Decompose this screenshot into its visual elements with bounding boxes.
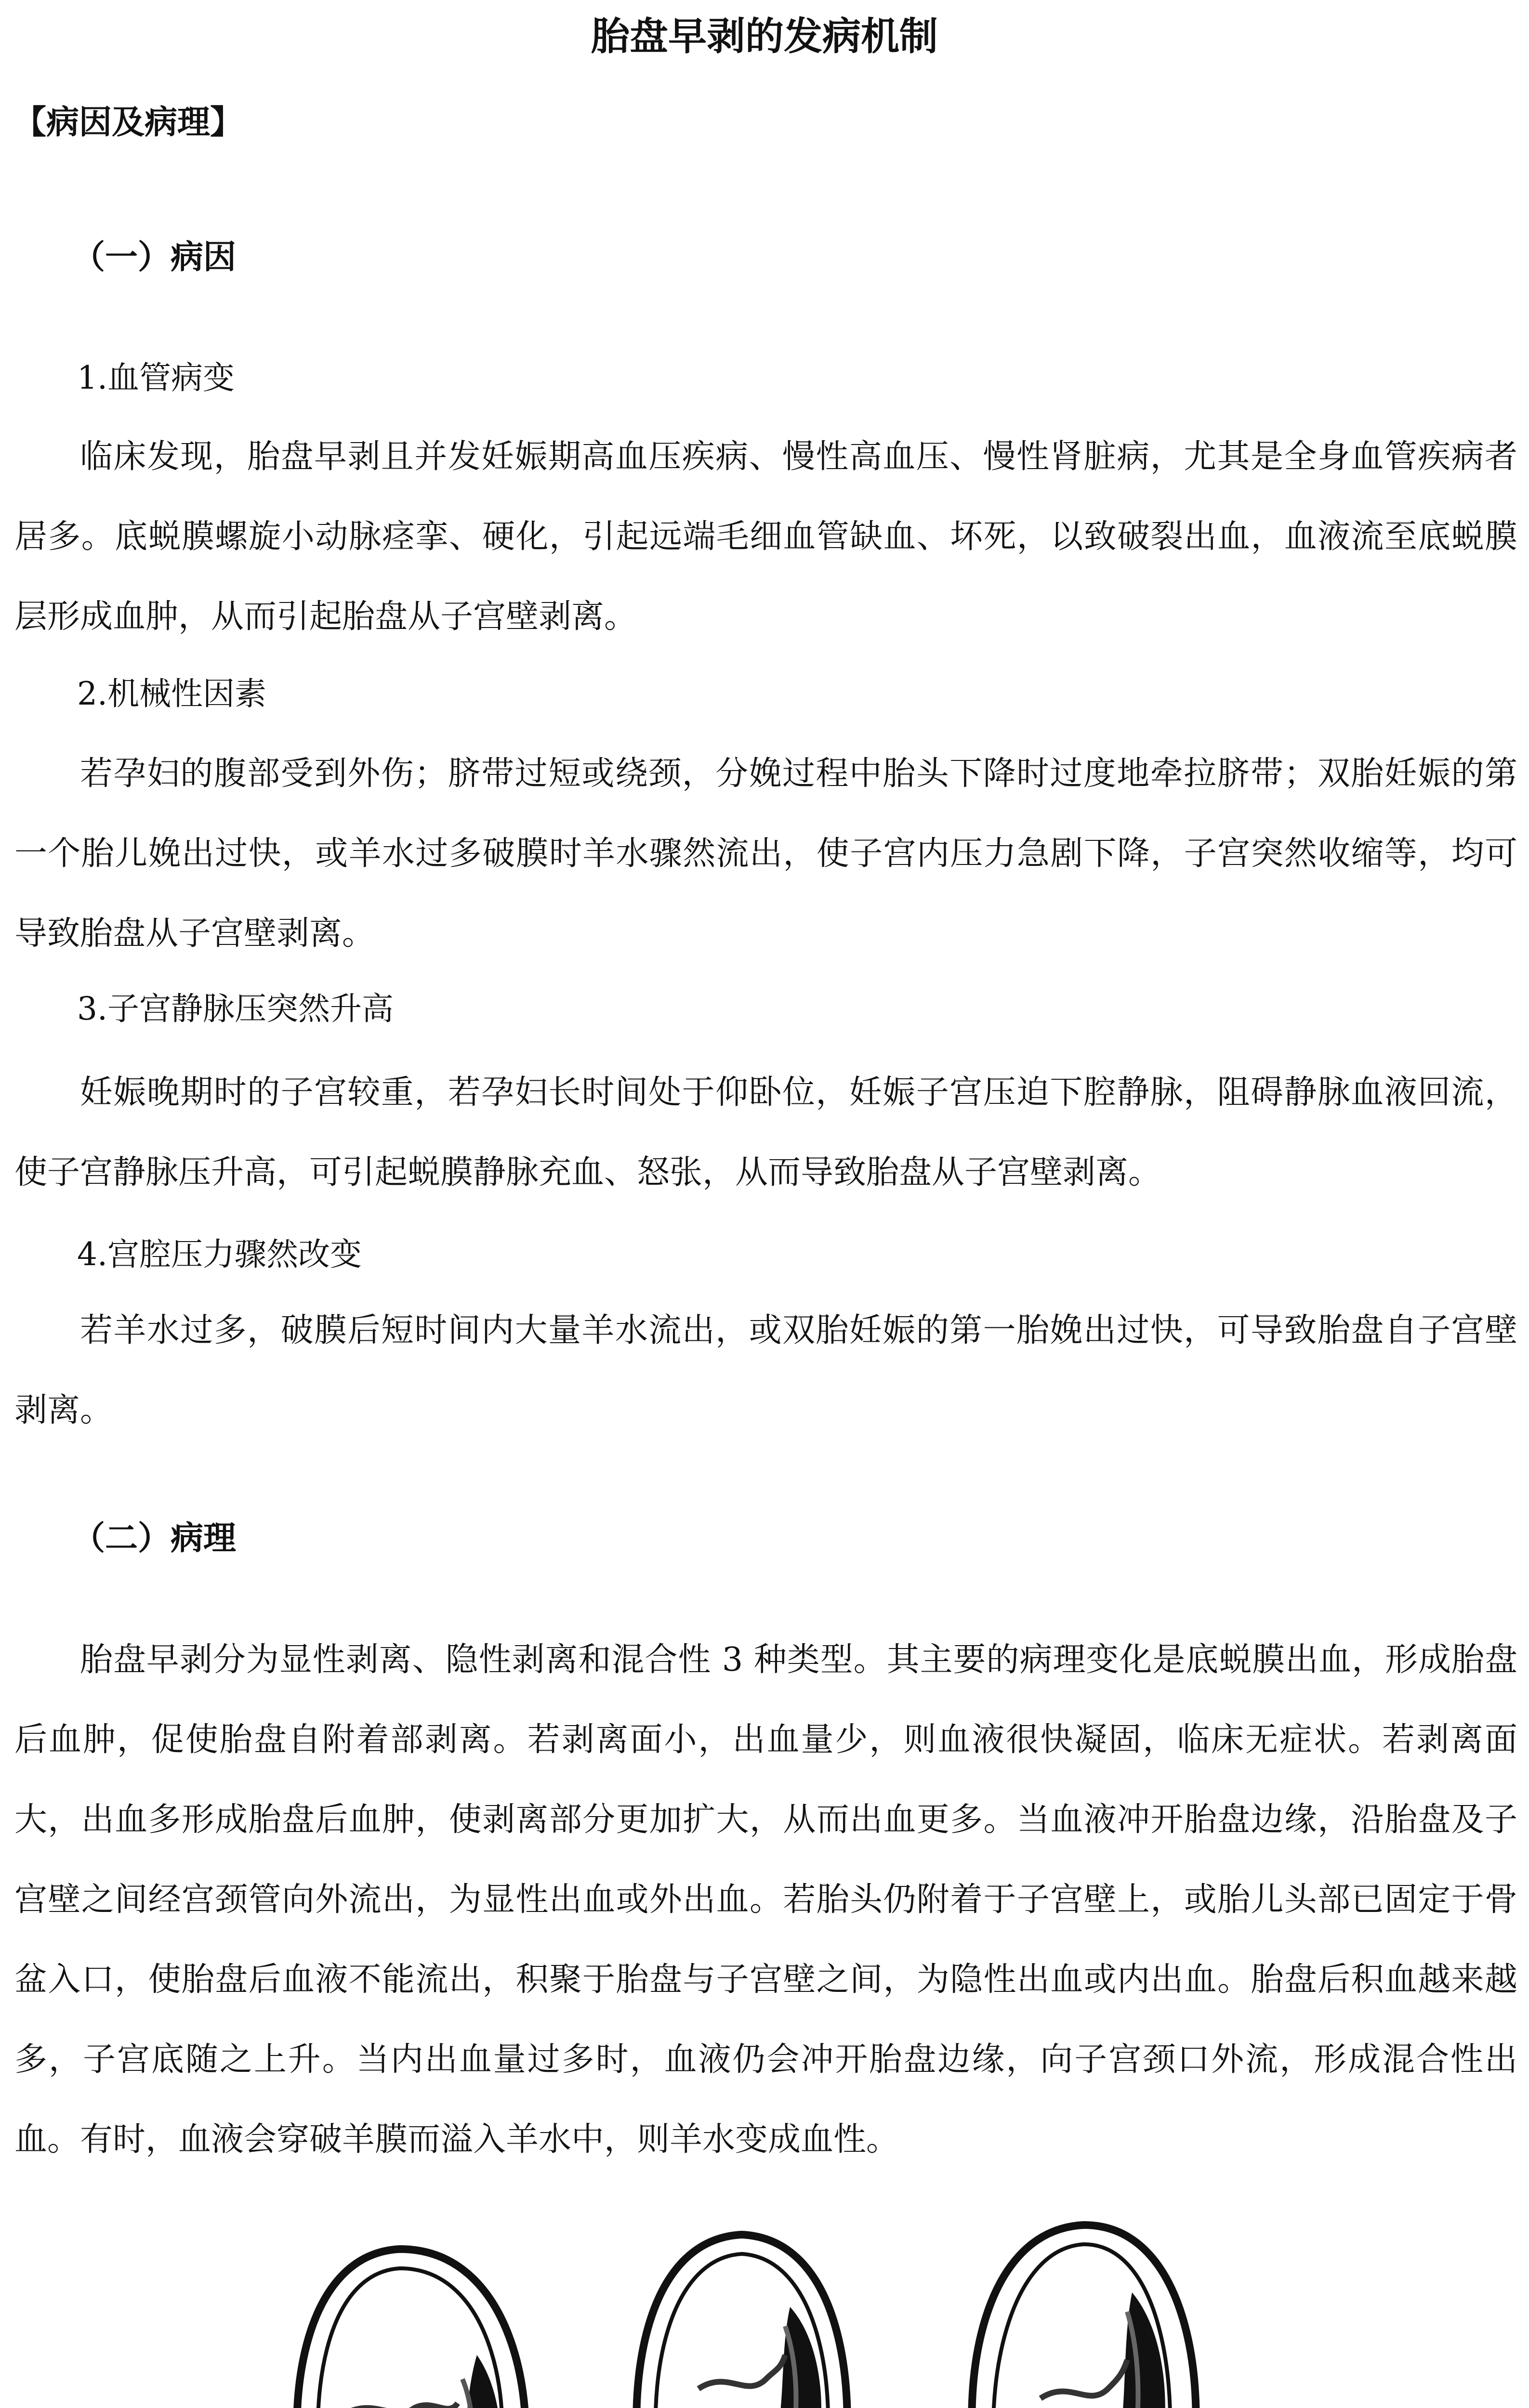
uterus-concealed-hemorrhage-illustration (636, 2235, 847, 2408)
section-heading-etiology-pathology: 【病因及病理】 (13, 104, 243, 142)
uterus-mixed-hemorrhage-illustration (972, 2225, 1196, 2408)
uterus-revealed-hemorrhage-illustration (297, 2249, 526, 2408)
paragraph-uterine-pressure: 若羊水过多，破膜后短时间内大量羊水流出，或双胎妊娠的第一胎娩出过快，可导致胎盘自子宫壁剥离。 (14, 1311, 1517, 1429)
paragraph-mechanical: 若孕妇的腹部受到外伤；脐带过短或绕颈，分娩过程中胎头下降时过度地牵拉脐带；双胎妊娠的第一个胎儿娩出过快，或羊水过多破膜时羊水骤然流出，使子宫内压力急剧下降，子宫突然收缩等，均可导致胎盘从子宫壁剥离。 (14, 755, 1517, 953)
paragraph-pathology-types: 胎盘早剥分为显性剥离、隐性剥离和混合性 3 种类型。其主要的病理变化是底蜕膜出血，形成胎盘后血肿，促使胎盘自附着部剥离。若剥离面小，出血量少，则血液很快凝固，临床无症状。若剥离面大，出血多形成胎盘后血肿，使剥离部分更加扩大，从而出血更多。当血液冲开胎盘边缘，沿胎盘及子宫壁之间经宫颈管向外流出，为显性出血或外出血。若胎头仍附着于子宫壁上，或胎儿头部已固定于骨盆入口，使胎盘后血液不能流出，积聚于胎盘与子宫壁之间，为隐性出血或内出血。胎盘后积血越来越多，子宫底随之上升。当内出血量过多时，血液仍会冲开胎盘边缘，向子宫颈口外流，形成混合性出血。有时，血液会穿破羊膜而溢入羊水中，则羊水变成血性。 (14, 1641, 1517, 2159)
placental-abruption-types-figure (250, 2196, 1233, 2408)
item-title-mechanical: 2.机械性因素 (77, 675, 266, 712)
document-title: 胎盘早剥的发病机制 (591, 14, 938, 59)
subheading-etiology: （一）病因 (72, 238, 237, 276)
item-title-vascular: 1.血管病变 (77, 359, 235, 396)
paragraph-venous-pressure: 妊娠晚期时的子宫较重，若孕妇长时间处于仰卧位，妊娠子宫压迫下腔静脉，阻碍静脉血液回流，使子宫静脉压升高，可引起蜕膜静脉充血、怒张，从而导致胎盘从子宫壁剥离。 (14, 1073, 1517, 1191)
item-title-uterine-pressure: 4.宫腔压力骤然改变 (77, 1236, 362, 1273)
paragraph-vascular: 临床发现，胎盘早剥且并发妊娠期高血压疾病、慢性高血压、慢性肾脏病，尤其是全身血管疾病者居多。底蜕膜螺旋小动脉痉挛、硬化，引起远端毛细血管缺血、坏死，以致破裂出血，血液流至底蜕膜层形成血肿，从而引起胎盘从子宫壁剥离。 (14, 438, 1517, 636)
subheading-pathology: （二）病理 (72, 1519, 237, 1557)
item-title-venous-pressure: 3.子宫静脉压突然升高 (77, 990, 394, 1027)
